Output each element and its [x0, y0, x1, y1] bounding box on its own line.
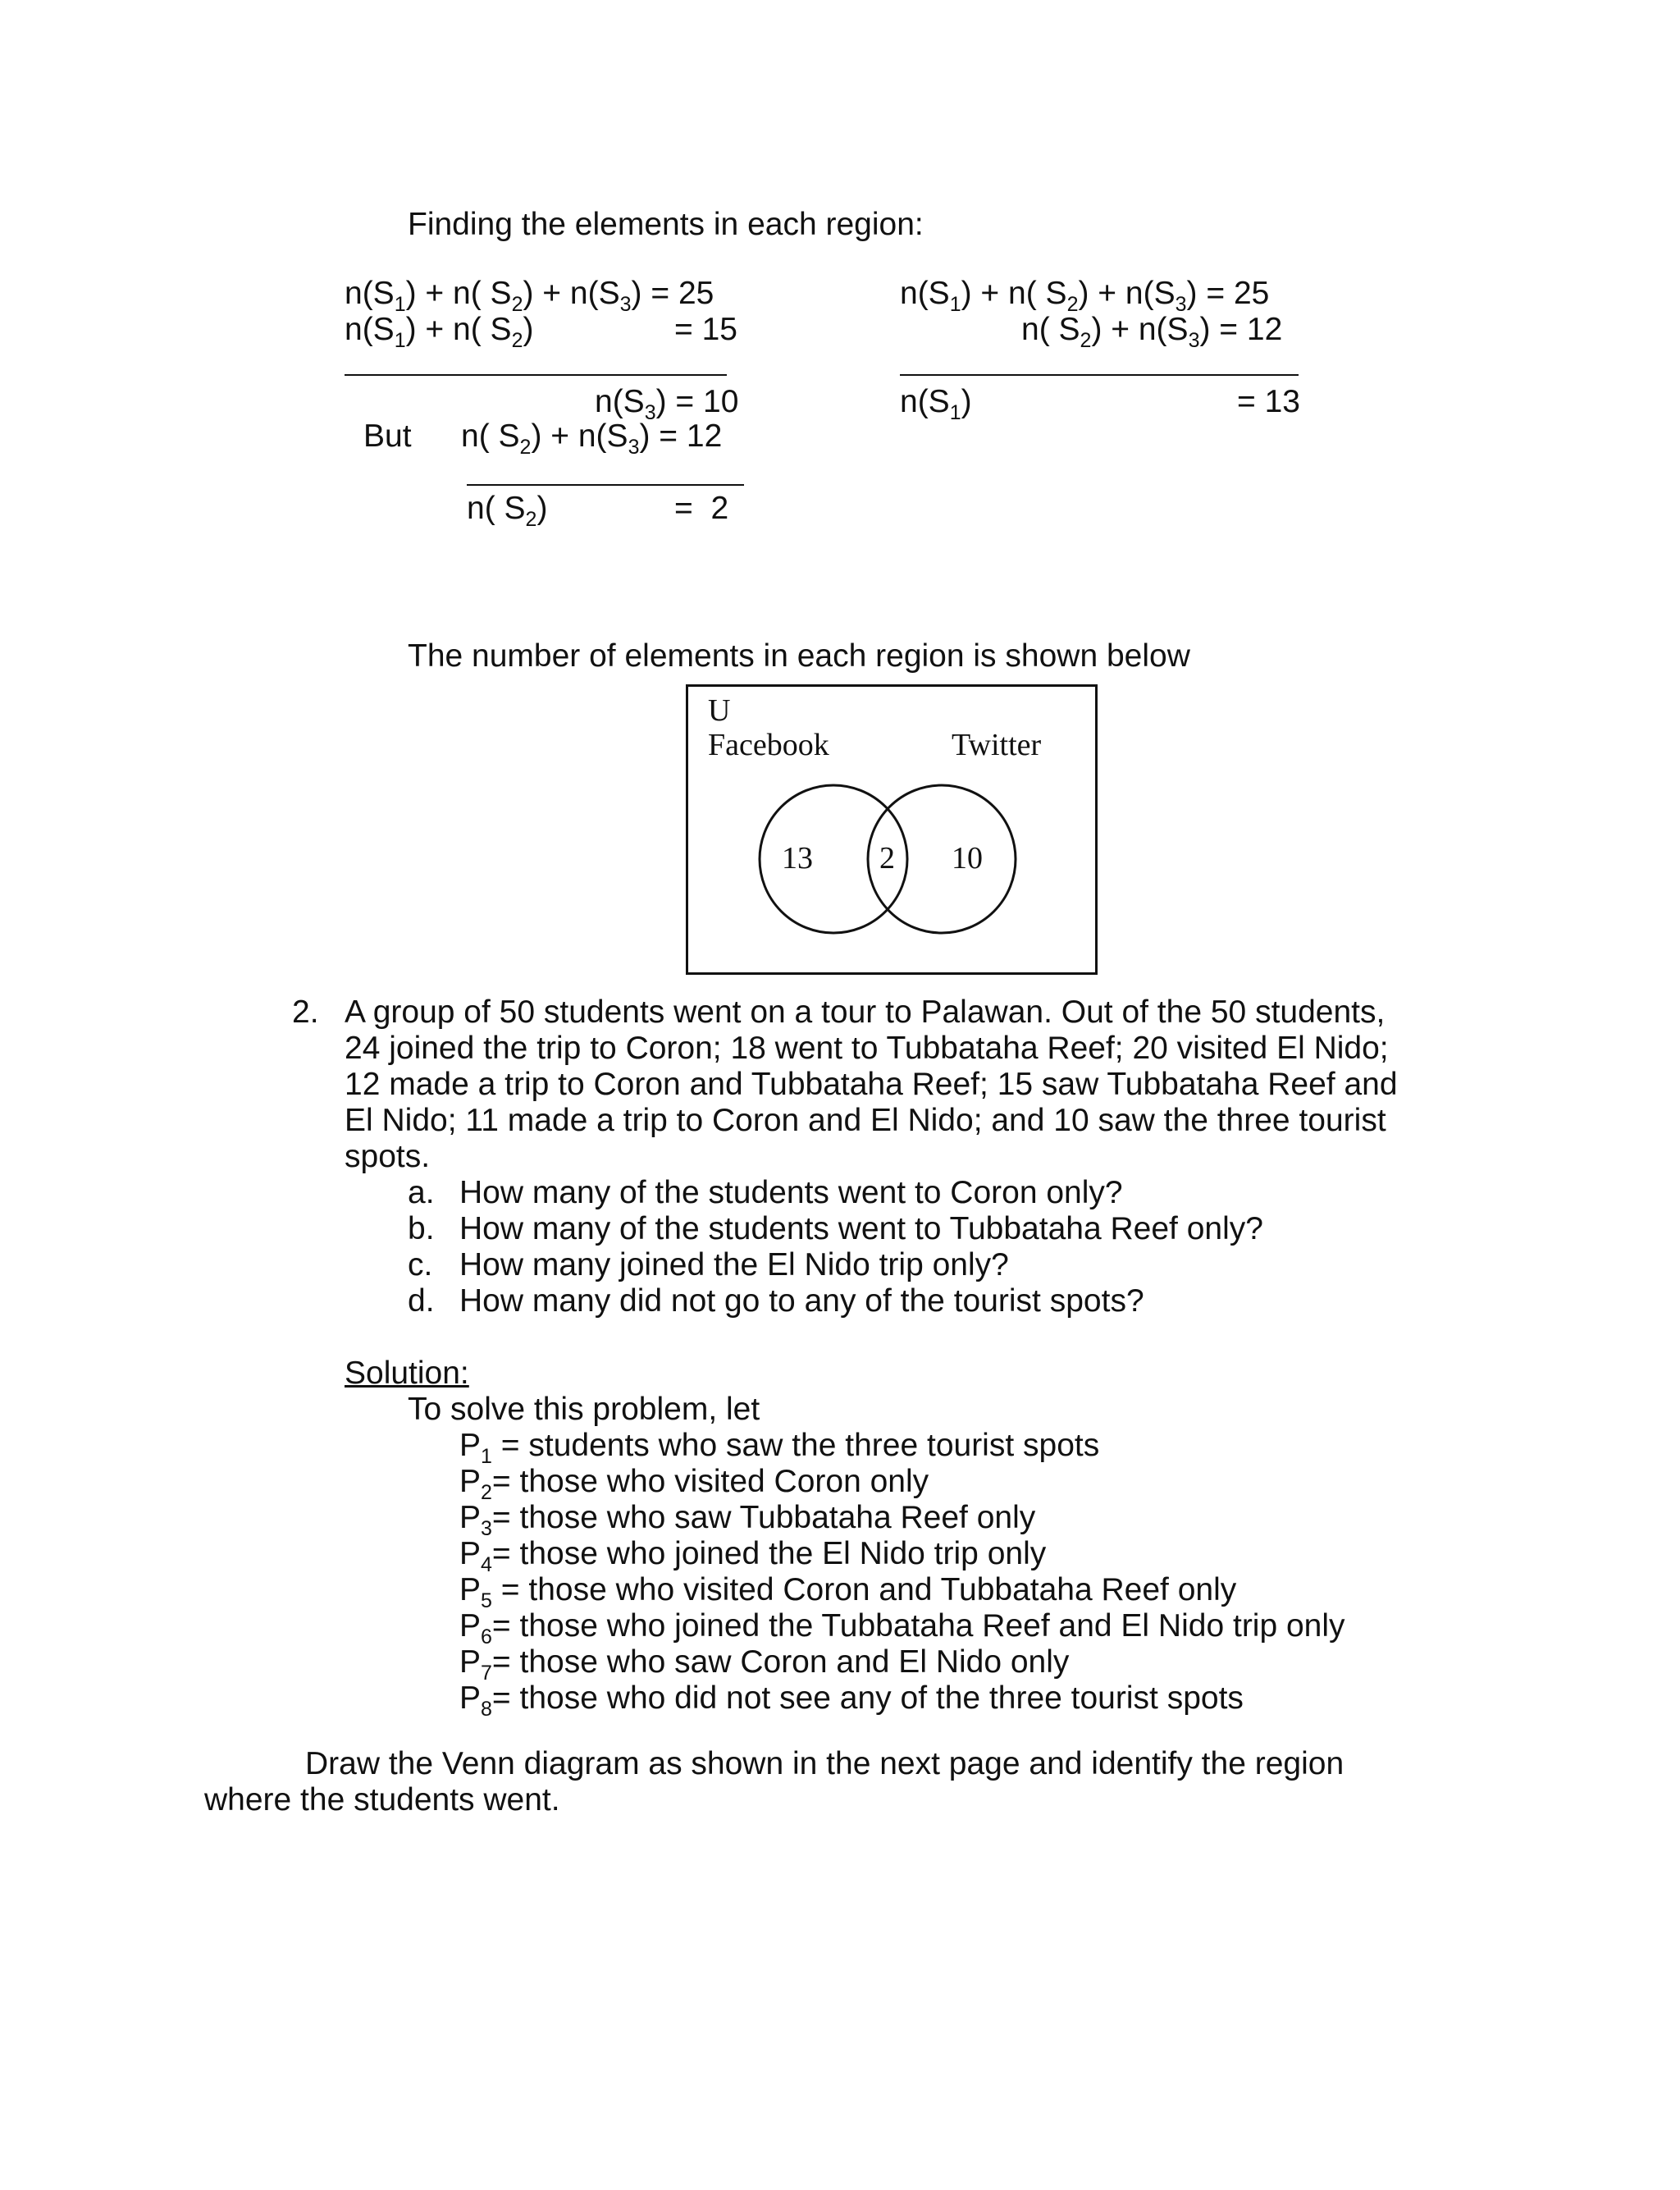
heading-finding-elements: Finding the elements in each region: [408, 207, 924, 242]
calc-right-line1: $n(S_1) + n$( $S_2) + n(S_3) = 25$ [900, 276, 1270, 316]
calc-left-line1: $n(S_1) + n$( $S_2) + n(S_3) = 25$ [345, 276, 714, 316]
calc-left-rule-2 [467, 484, 744, 486]
venn-facebook-only-count: 13 [782, 841, 813, 876]
calc-left-line2-result: = 15 [674, 312, 737, 347]
solution-intro: To solve this problem, let [408, 1392, 760, 1427]
question-b-text: How many of the students went to Tubbataha Reef only? [459, 1211, 1263, 1246]
venn-universe-label: U [708, 693, 731, 728]
venn-twitter-label: Twitter [952, 728, 1042, 762]
venn-both-count: 2 [879, 841, 895, 876]
question-d-letter: d. [408, 1283, 435, 1319]
venn-diagram [686, 684, 1098, 975]
solution-def-p4: $P_4=$ those who joined the El Nido trip only [459, 1536, 1047, 1576]
problem-line-5: spots. [345, 1139, 431, 1174]
venn-facebook-label: Facebook [708, 728, 829, 762]
calc-left-line5-result: = 2 [674, 491, 729, 526]
question-a-letter: a. [408, 1175, 435, 1210]
question-b-letter: b. [408, 1211, 435, 1246]
calc-left-line2: $n(S_1) + n$( $S_2$) [345, 312, 534, 352]
calc-left-line3: $n(S_3) = 10$ [595, 384, 739, 424]
question-a-text: How many of the students went to Coron only? [459, 1175, 1123, 1210]
question-d-text: How many did not go to any of the tourist spots? [459, 1283, 1144, 1319]
solution-heading: Solution: [345, 1356, 469, 1391]
question-c-text: How many joined the El Nido trip only? [459, 1247, 1009, 1282]
problem-line-3: 12 made a trip to Coron and Tubbataha Reef; 15 saw Tubbataha Reef and [345, 1067, 1398, 1102]
question-c-letter: c. [408, 1247, 433, 1282]
problem-line-1: A group of 50 students went on a tour to Palawan. Out of the 50 students, [345, 994, 1386, 1030]
calc-left-rule-1 [345, 374, 727, 376]
solution-def-p5: $P_5$ = those who visited Coron and Tubbataha Reef only [459, 1572, 1237, 1612]
calc-left-line4: n( $S_2) + n(S_3) = 12$ [461, 418, 723, 459]
calc-right-line3: $n(S_1)$ [900, 384, 972, 424]
calc-right-line3-result: = 13 [1237, 384, 1300, 419]
calc-right-rule [900, 374, 1299, 376]
problem-number: 2. [292, 994, 319, 1030]
venn-intro-text: The number of elements in each region is shown below [408, 638, 1190, 674]
closing-line-2: where the students went. [204, 1782, 560, 1817]
calc-left-line5: n( $S_2$) [467, 491, 548, 531]
solution-def-p8: $P_8=$ those who did not see any of the three tourist spots [459, 1680, 1244, 1721]
solution-def-p6: $P_6=$ those who joined the Tubbataha Reef and El Nido trip only [459, 1608, 1345, 1648]
solution-def-p2: $P_2=$ those who visited Coron only [459, 1464, 929, 1504]
venn-twitter-only-count: 10 [952, 841, 983, 876]
problem-line-2: 24 joined the trip to Coron; 18 went to Tubbataha Reef; 20 visited El Nido; [345, 1031, 1389, 1066]
solution-def-p3: $P_3=$ those who saw Tubbataha Reef only [459, 1500, 1036, 1540]
closing-line-1: Draw the Venn diagram as shown in the next page and identify the region [305, 1746, 1344, 1781]
calc-right-line2: n( $S_2) + n(S_3) = 12$ [1021, 312, 1283, 352]
calc-left-but: But [363, 418, 412, 454]
solution-def-p7: $P_7=$ those who saw Coron and El Nido only [459, 1644, 1070, 1685]
problem-line-4: El Nido; 11 made a trip to Coron and El Nido; and 10 saw the three tourist [345, 1103, 1386, 1138]
solution-def-p1: $P_1$ = students who saw the three tourist spots [459, 1428, 1100, 1468]
